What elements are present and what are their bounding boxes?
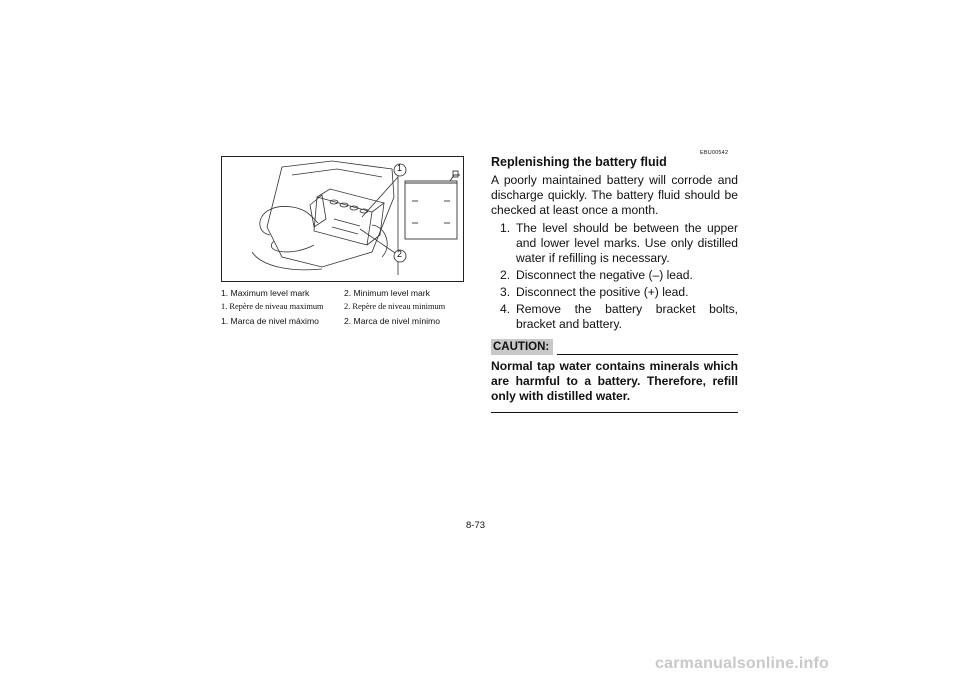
step-text: Remove the battery bracket bolts, bracket and battery. [516, 302, 738, 331]
reference-code: EBU00542 [700, 150, 729, 156]
list-item [491, 221, 738, 266]
caution-end-rule [491, 412, 738, 413]
step-number: 4. [500, 302, 511, 316]
caption-min-spanish: 2. Marca de nivel mínimo [344, 316, 440, 326]
caption-max-english: 1. Maximum level mark [221, 288, 310, 298]
callout-1-label: 1 [397, 163, 403, 173]
caution-header [491, 339, 738, 355]
step-list [491, 221, 738, 332]
list-item [491, 268, 738, 283]
step-text: Disconnect the positive (+) lead. [516, 285, 689, 299]
list-item [491, 302, 738, 332]
watermark: carmanualsonline.info [655, 655, 830, 672]
step-number: 3. [500, 285, 511, 299]
caption-row-english [221, 286, 471, 300]
step-number: 1. [500, 221, 511, 235]
battery-compartment-drawing [222, 157, 463, 281]
caption-min-french: 2. Repère de niveau minimum [344, 302, 446, 311]
page-number: 8-73 [466, 520, 486, 531]
figure-captions [221, 286, 471, 328]
caution-label: CAUTION: [491, 339, 553, 355]
caption-min-english: 2. Minimum level mark [344, 288, 430, 298]
battery-fluid-section [491, 155, 738, 413]
caution-text: Normal tap water contains minerals which are harmful to a battery. Therefore, refill only with distilled water. [491, 359, 738, 403]
intro-paragraph: A poorly maintained battery will corrode and discharge quickly. The battery fluid should be checked at least once a month. [491, 173, 738, 217]
step-text: Disconnect the negative (–) lead. [516, 268, 693, 282]
step-text: The level should be between the upper and lower level marks. Use only distilled water if refilling is necessary. [516, 221, 738, 265]
list-item [491, 285, 738, 300]
callout-2-label: 2 [397, 249, 403, 259]
caption-max-french: 1. Repère de niveau maximum [221, 302, 324, 311]
caution-rule [557, 354, 738, 355]
battery-illustration [221, 156, 464, 282]
caption-row-french [221, 300, 471, 314]
caption-row-spanish [221, 314, 471, 328]
section-heading: Replenishing the battery fluid [491, 155, 667, 169]
caption-max-spanish: 1. Marca de nivel máximo [221, 316, 319, 326]
step-number: 2. [500, 268, 511, 282]
